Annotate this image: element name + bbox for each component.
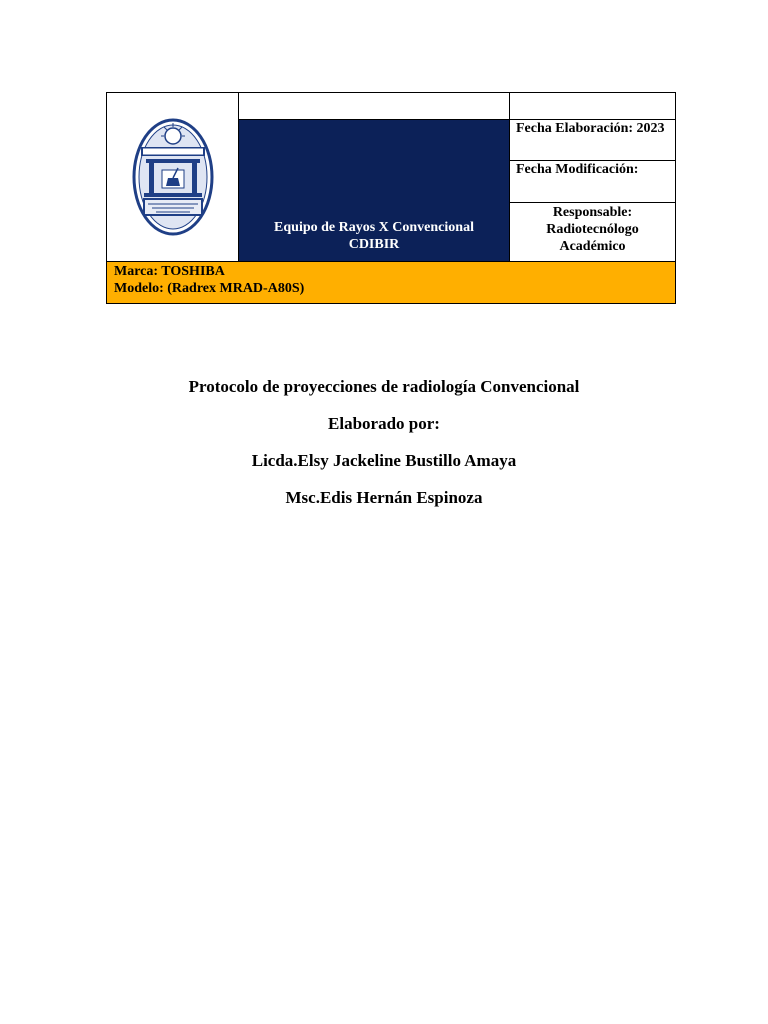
elaborado-por-label: Elaborado por: <box>328 414 440 433</box>
marca-text: Marca: TOSHIBA <box>114 264 225 279</box>
responsable-cell <box>510 203 675 261</box>
blank-cell <box>239 93 510 120</box>
responsable-role: Académico <box>559 239 626 254</box>
marca-modelo-row <box>107 261 675 303</box>
document-title-block <box>0 376 768 524</box>
blank-cell <box>510 93 675 120</box>
equipment-subtitle: CDIBIR <box>348 237 400 252</box>
responsable-role: Radiotecnólogo <box>546 222 639 237</box>
modelo-text: Modelo: (Radrex MRAD-A80S) <box>114 281 305 296</box>
equipment-title: Equipo de Rayos X Convencional <box>274 220 474 235</box>
logo-cell <box>107 93 239 261</box>
university-seal-logo <box>132 118 214 236</box>
protocol-title: Protocolo de proyecciones de radiología Convencional <box>188 377 580 396</box>
header-table <box>106 92 676 304</box>
author-name: Msc.Edis Hernán Espinoza <box>285 488 483 507</box>
equipment-title-cell <box>239 120 510 261</box>
fecha-modificacion: Fecha Modificación: <box>510 161 675 203</box>
fecha-elaboracion: Fecha Elaboración: 2023 <box>510 120 675 161</box>
author-name: Licda.Elsy Jackeline Bustillo Amaya <box>251 451 517 470</box>
responsable-label: Responsable: <box>552 205 633 220</box>
